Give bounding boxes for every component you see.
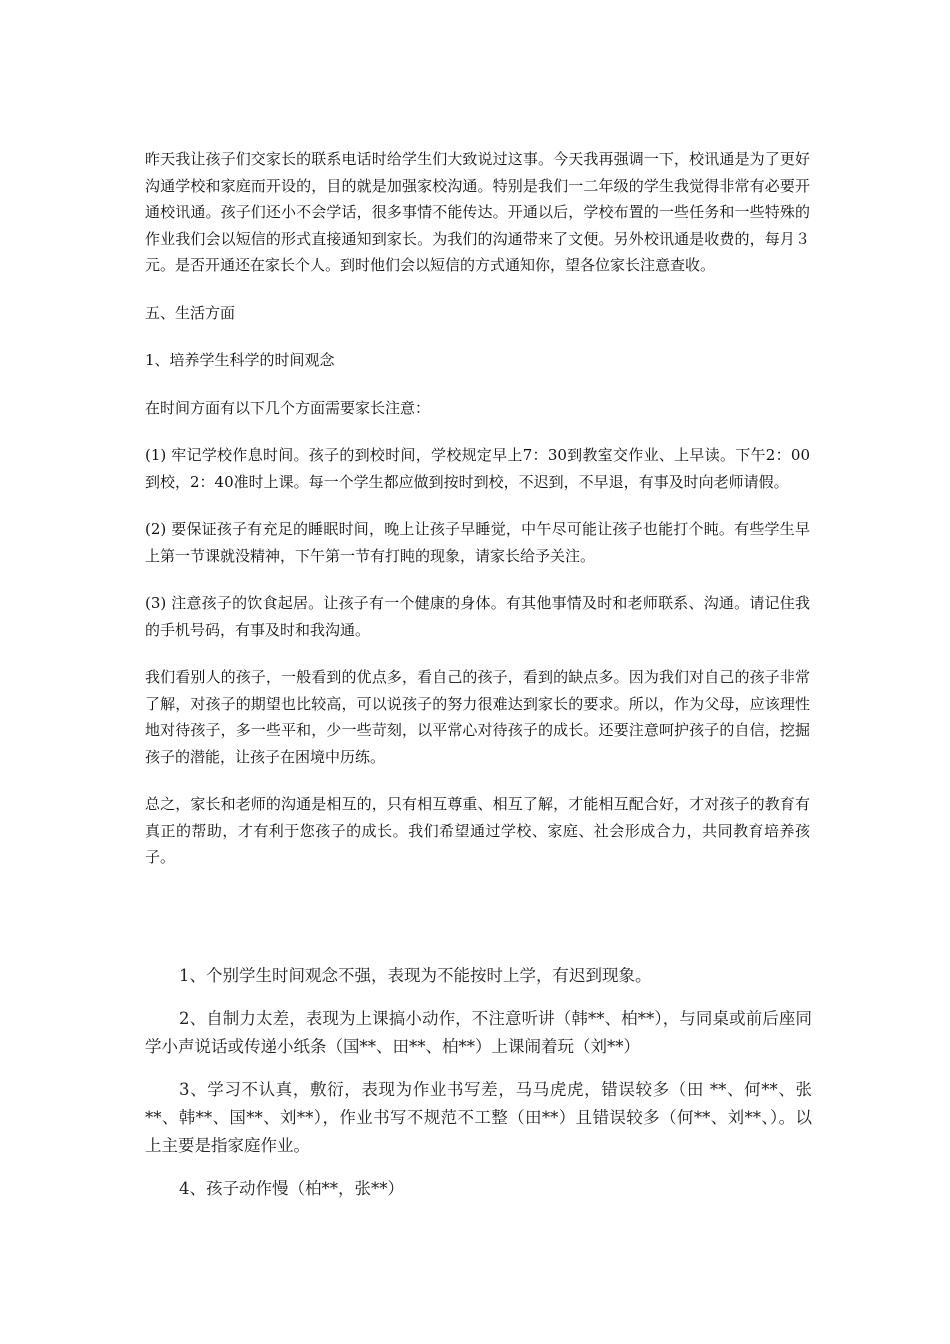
subheading-time-concept: 1、培养学生科学的时间观念	[145, 351, 335, 369]
letter-body	[145, 146, 810, 871]
problem-item-1: 1、个别学生时间观念不强，表现为不能按时上学，有迟到现象。	[179, 966, 652, 985]
paragraph-time-intro: 在时间方面有以下几个方面需要家长注意：	[145, 398, 431, 417]
paragraph-school-sms: 昨天我让孩子们交家长的联系电话时给学生们大致说过这事。今天我再强调一下，校讯通是为了更好沟通学校和家庭而开设的，目的就是加强家校沟通。特别是我们一二年级的学生我觉得非常有必要开通校讯通。孩子们还小不会学话，很多事情不能传达。开通以后，学校布置的一些任务和一些特殊的作业我们会以短信的形式直接通知到家长。为我们的沟通带来了文便。另外校讯通是收费的，每月３元。是否开通还在家长个人。到时他们会以短信的方式通知你，望各位家长注意查收。	[145, 150, 810, 274]
section-heading-life: 五、生活方面	[145, 303, 236, 322]
problem-item-2: 2、自制力太差，表现为上课搞小动作，不注意听讲（韩**、柏**），与同桌或前后座同学小声说话或传递小纸条（国**、田**、柏**）上课闹着玩（刘**）	[145, 1009, 812, 1056]
problem-list	[145, 962, 812, 1203]
paragraph-item-3: (3) 注意孩子的饮食起居。让孩子有一个健康的身体。有其他事情及时和老师联系、沟通。请记住我的手机号码，有事及时和我沟通。	[145, 594, 810, 639]
problem-item-4: 4、孩子动作慢（柏**，张**）	[179, 1179, 404, 1198]
paragraph-item-1: (1) 牢记学校作息时间。孩子的到校时间，学校规定早上7：30到教室交作业、上早读。下午2：00到校，2：40准时上课。每一个学生都应做到按时到校，不迟到，不早退，有事及时向老师请假。	[145, 446, 810, 491]
problem-item-3: 3、学习不认真，敷衍，表现为作业书写差，马马虎虎，错误较多（田 **、何**、张**、韩**、国**、刘**），作业书写不规范不工整（田**）且错误较多（何**、刘**、）。以上主要是指家庭作业。	[145, 1080, 812, 1155]
paragraph-conclusion: 总之，家长和老师的沟通是相互的，只有相互尊重、相互了解，才能相互配合好，才对孩子的教育有真正的帮助，才有利于您孩子的成长。我们希望通过学校、家庭、社会形成合力，共同教育培养孩子。	[145, 795, 810, 866]
paragraph-view-children: 我们看别人的孩子，一般看到的优点多，看自己的孩子，看到的缺点多。因为我们对自己的孩子非常了解，对孩子的期望也比较高，可以说孩子的努力很难达到家长的要求。所以，作为父母，应该理性地对待孩子，多一些平和，少一些苛刻，以平常心对待孩子的成长。还要注意呵护孩子的自信，挖掘孩子的潜能，让孩子在困境中历练。	[145, 668, 810, 766]
paragraph-item-2: (2) 要保证孩子有充足的睡眠时间，晚上让孩子早睡觉，中午尽可能让孩子也能打个盹。有些学生早上第一节课就没精神，下午第一节有打盹的现象，请家长给予关注。	[145, 520, 810, 565]
